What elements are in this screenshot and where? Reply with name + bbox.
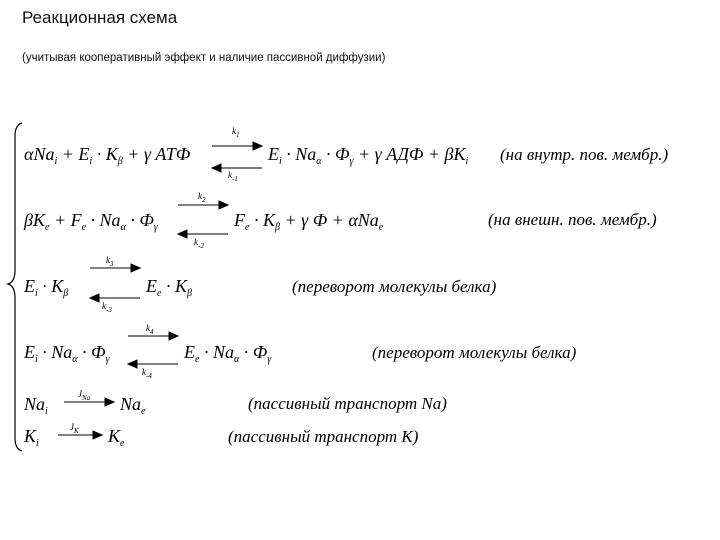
- rate-constant-backward: $k_{-2}$: [194, 237, 204, 250]
- forward-arrowhead: [105, 398, 114, 406]
- reaction-2-note: (на внешн. пов. мембр.): [488, 210, 657, 229]
- flux-label: $J_{Na}$: [78, 389, 91, 402]
- rate-constant-forward: $k_1$: [232, 126, 240, 139]
- reaction-4-left: $E_i \cdot Na_\alpha \cdot Ф_\gamma$: [24, 342, 110, 365]
- flux-label: $J_K$: [70, 422, 79, 435]
- rate-constant-forward: $k_3$: [106, 255, 114, 268]
- reaction-6-note: (пассивный транспорт K): [228, 427, 419, 446]
- forward-arrowhead: [131, 264, 140, 272]
- forward-arrowhead: [93, 431, 102, 439]
- backward-arrowhead: [90, 294, 99, 302]
- forward-arrowhead: [219, 201, 228, 209]
- reaction-6-right: $K_e$: [108, 426, 125, 449]
- reaction-6-left: $K_i$: [24, 426, 39, 449]
- reaction-1-note: (на внутр. пов. мембр.): [500, 145, 669, 164]
- forward-arrowhead: [169, 332, 178, 340]
- page-title: Реакционная схема: [22, 8, 178, 27]
- reaction-1-left: $\alpha Na_i + E_i \cdot K_\beta + \gamma$ ATФ: [24, 144, 191, 167]
- rate-constant-forward: $k_2$: [198, 191, 206, 204]
- reaction-3-right: $E_e \cdot K_\beta$: [146, 276, 192, 299]
- reaction-4-note: (переворот молекулы белка): [372, 343, 577, 362]
- reaction-3-left: $E_i \cdot K_\beta$: [24, 276, 69, 299]
- reaction-5-note: (пассивный транспорт Na): [248, 394, 447, 413]
- forward-arrowhead: [253, 142, 262, 150]
- rate-constant-backward: $k_{-4}$: [142, 367, 152, 380]
- backward-arrowhead: [128, 360, 137, 368]
- reaction-1-right: $E_i \cdot Na_\alpha \cdot Ф_\gamma + \gamma$ АДФ + $\beta K_i$: [268, 144, 469, 167]
- rate-constant-backward: $k_{-1}$: [228, 170, 238, 183]
- reaction-4-right: $E_e \cdot Na_\alpha \cdot Ф_\gamma$: [184, 342, 272, 365]
- reaction-3-note: (переворот молекулы белка): [292, 277, 497, 296]
- backward-arrowhead: [178, 230, 187, 238]
- rate-constant-forward: $k_4$: [146, 323, 154, 336]
- rate-constant-backward: $k_{-3}$: [102, 301, 112, 314]
- reaction-5-right: $Na_e$: [120, 394, 146, 417]
- reaction-2-right: $F_e \cdot K_\beta + \gamma$ Ф + αNa$_e$: [234, 210, 384, 233]
- backward-arrowhead: [212, 164, 221, 172]
- page-subtitle: (учитывая кооперативный эффект и наличие пассивной диффузии): [22, 52, 386, 64]
- reaction-5-left: $Na_i$: [24, 394, 48, 417]
- reaction-2-left: $\beta K_e + F_e \cdot Na_\alpha \cdot Ф_\gamma$: [24, 210, 158, 233]
